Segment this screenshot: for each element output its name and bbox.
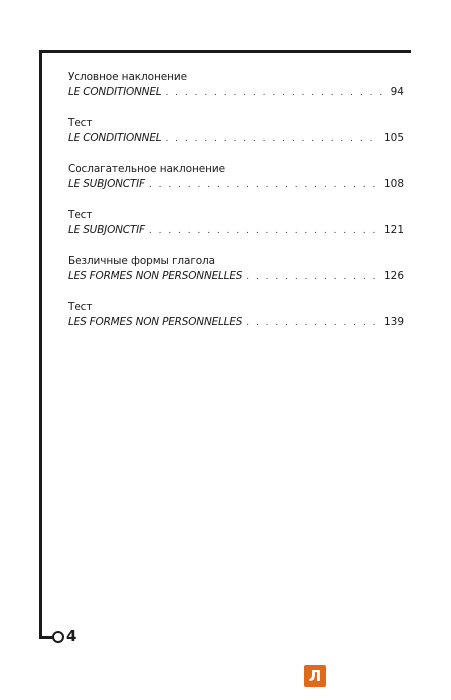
- toc-entry-line: [68, 222, 404, 239]
- toc-entry-page: 139: [383, 316, 404, 328]
- dot-leader: [246, 269, 380, 285]
- toc-entry-russian-title: Тест: [68, 209, 93, 221]
- dot-leader: [149, 177, 380, 193]
- toc-entry-french-title: LES FORMES NON PERSONNELLES: [68, 316, 243, 328]
- toc-entry-page: 94: [390, 86, 404, 98]
- toc-entry-russian-title: Безличные формы глагола: [68, 255, 216, 267]
- frame-top-line: [39, 50, 411, 53]
- toc-entry-french-title: LE CONDITIONNEL: [68, 132, 162, 144]
- toc-entry-page: 105: [383, 132, 404, 144]
- table-of-contents: [68, 70, 404, 346]
- toc-entry-page: 126: [383, 270, 404, 282]
- toc-entry-line: [68, 84, 404, 101]
- toc-entry-russian-title: Тест: [68, 117, 93, 129]
- frame-left-line: [39, 50, 42, 639]
- toc-entry-russian-title: Тест: [68, 301, 93, 313]
- dot-leader: [165, 131, 380, 147]
- toc-entry-french-title: LE SUBJONCTIF: [68, 224, 145, 236]
- page-marker-circle: [52, 631, 64, 643]
- toc-entry-russian-title: Условное наклонение: [68, 71, 187, 83]
- toc-entry: [68, 254, 404, 285]
- toc-entry-line: [68, 176, 404, 193]
- dot-leader: [246, 315, 380, 331]
- toc-entry-french-title: LE SUBJONCTIF: [68, 178, 145, 190]
- toc-entry: [68, 116, 404, 147]
- toc-entry: [68, 300, 404, 331]
- dot-leader: [165, 85, 386, 101]
- toc-entry-line: [68, 314, 404, 331]
- toc-entry-russian-title: Сослагательное наклонение: [68, 163, 225, 175]
- publisher-logo-icon: Л: [304, 665, 326, 687]
- toc-entry-line: [68, 268, 404, 285]
- toc-entry: [68, 70, 404, 101]
- toc-entry: [68, 208, 404, 239]
- toc-entry-french-title: LE CONDITIONNEL: [68, 86, 162, 98]
- toc-entry: [68, 162, 404, 193]
- toc-entry-page: 121: [383, 224, 404, 236]
- toc-entry-french-title: LES FORMES NON PERSONNELLES: [68, 270, 243, 282]
- page-number: 4: [66, 627, 77, 645]
- toc-entry-page: 108: [383, 178, 404, 190]
- toc-entry-line: [68, 130, 404, 147]
- dot-leader: [149, 223, 380, 239]
